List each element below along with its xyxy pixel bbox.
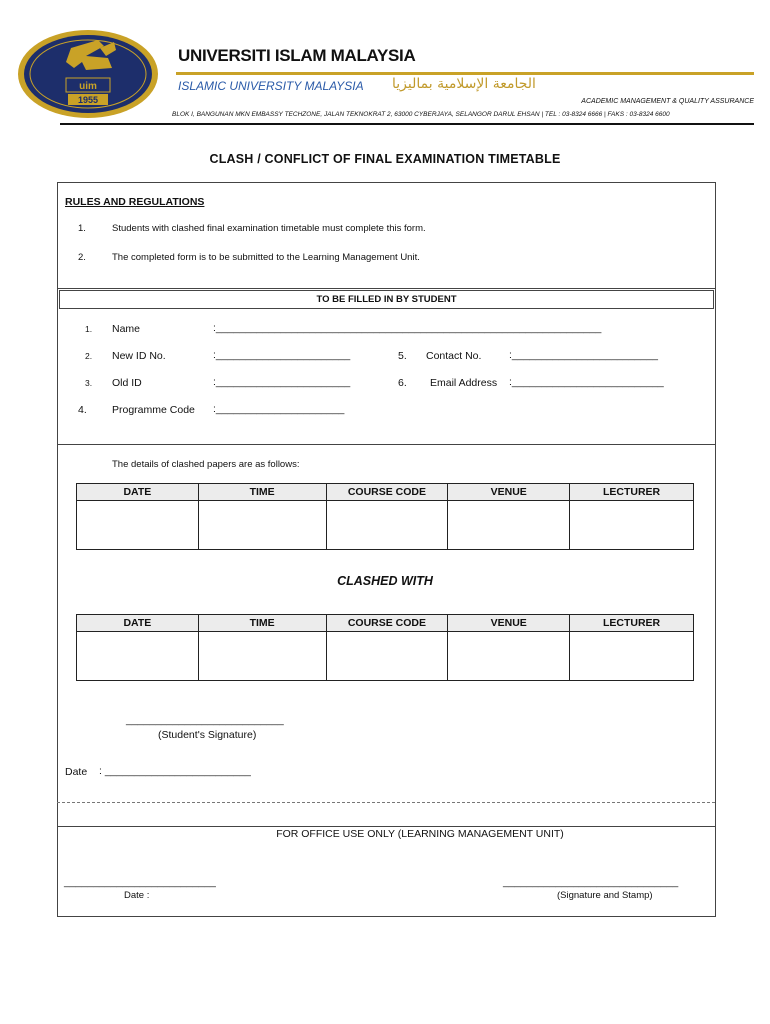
university-arabic-name: الجامعة الإسلامية بماليزيا — [392, 76, 536, 92]
contact-label: Contact No. — [426, 350, 482, 362]
cut-line — [57, 802, 715, 803]
field-number: 5. — [398, 350, 407, 362]
office-use-heading: FOR OFFICE USE ONLY (LEARNING MANAGEMENT UNIT) — [276, 828, 564, 840]
rule-text: Students with clashed final examination timetable must complete this form. — [112, 223, 426, 234]
university-subtitle: ISLAMIC UNIVERSITY MALAYSIA — [178, 79, 364, 93]
date-cell[interactable] — [77, 632, 199, 681]
header-black-rule — [60, 123, 754, 125]
new-id-label: New ID No. — [112, 350, 166, 362]
table-row — [77, 632, 694, 681]
date-field[interactable]: : _________________________ — [99, 765, 251, 777]
student-section-title: TO BE FILLED IN BY STUDENT — [316, 294, 457, 305]
column-course-code: COURSE CODE — [326, 615, 448, 632]
clashed-with-heading: CLASHED WITH — [337, 574, 433, 588]
name-label: Name — [112, 323, 141, 335]
date-cell[interactable] — [77, 501, 199, 550]
student-section-header — [59, 290, 714, 309]
old-id-label: Old ID — [112, 377, 142, 389]
programme-code-label: Programme Code — [112, 404, 195, 416]
field-number: 1. — [85, 324, 93, 334]
date-label: Date — [65, 766, 88, 778]
column-course-code: COURSE CODE — [326, 484, 448, 501]
form-title: CLASH / CONFLICT OF FINAL EXAMINATION TIMETABLE — [209, 152, 561, 166]
section-divider — [57, 826, 716, 827]
signature-and-stamp-label: (Signature and Stamp) — [557, 890, 653, 901]
student-signature-line[interactable]: ___________________________ — [126, 714, 284, 726]
rule-number: 2. — [78, 252, 86, 263]
field-number: 4. — [78, 404, 87, 416]
university-address: BLOK I, BANGUNAN MKN EMBASSY TECHZONE, JALAN TEKNOKRAT 2, 63000 CYBERJAYA, SELANGOR DARUL EHSAN | TEL : 03-8324 6666 | FAKS : 03-8324 6600 — [172, 111, 670, 118]
course-code-cell[interactable] — [326, 501, 448, 550]
clashed-with-table — [76, 614, 694, 681]
column-venue: VENUE — [448, 484, 570, 501]
office-signature-line[interactable]: ______________________________ — [503, 876, 679, 888]
venue-cell[interactable] — [448, 501, 570, 550]
university-name: UNIVERSITI ISLAM MALAYSIA — [178, 46, 416, 65]
section-divider — [57, 288, 716, 289]
rule-number: 1. — [78, 223, 86, 234]
department-name: ACADEMIC MANAGEMENT & QUALITY ASSURANCE — [581, 98, 754, 105]
venue-cell[interactable] — [448, 632, 570, 681]
lecturer-cell[interactable] — [570, 632, 694, 681]
office-date-line[interactable]: __________________________ — [64, 876, 216, 888]
column-venue: VENUE — [448, 615, 570, 632]
contact-field[interactable]: :_________________________ — [509, 349, 658, 361]
field-number: 2. — [85, 351, 93, 361]
clashed-papers-table — [76, 483, 694, 550]
email-field[interactable]: :__________________________ — [509, 376, 664, 388]
column-lecturer: LECTURER — [570, 484, 694, 501]
svg-text:uim: uim — [79, 81, 97, 92]
table-row — [77, 501, 694, 550]
field-number: 3. — [85, 378, 93, 388]
student-signature-label: (Student's Signature) — [158, 729, 257, 741]
clash-intro: The details of clashed papers are as follows: — [112, 459, 300, 470]
column-time: TIME — [198, 615, 326, 632]
column-lecturer: LECTURER — [570, 615, 694, 632]
rules-heading: RULES AND REGULATIONS — [65, 196, 205, 208]
programme-code-field[interactable]: :______________________ — [213, 403, 345, 415]
lecturer-cell[interactable] — [570, 501, 694, 550]
field-number: 6. — [398, 377, 407, 389]
new-id-field[interactable]: :_______________________ — [213, 349, 351, 361]
office-date-label: Date : — [124, 890, 150, 901]
university-logo — [16, 28, 160, 120]
section-divider — [57, 444, 716, 445]
time-cell[interactable] — [198, 632, 326, 681]
course-code-cell[interactable] — [326, 632, 448, 681]
column-time: TIME — [198, 484, 326, 501]
time-cell[interactable] — [198, 501, 326, 550]
column-date: DATE — [77, 615, 199, 632]
name-field[interactable]: :__________________________________________________________________ — [213, 322, 602, 334]
email-label: Email Address — [430, 377, 498, 389]
rule-text: The completed form is to be submitted to the Learning Management Unit. — [112, 252, 420, 263]
old-id-field[interactable]: :_______________________ — [213, 376, 351, 388]
column-date: DATE — [77, 484, 199, 501]
svg-text:1955: 1955 — [77, 95, 99, 105]
header-gold-rule — [176, 72, 754, 75]
